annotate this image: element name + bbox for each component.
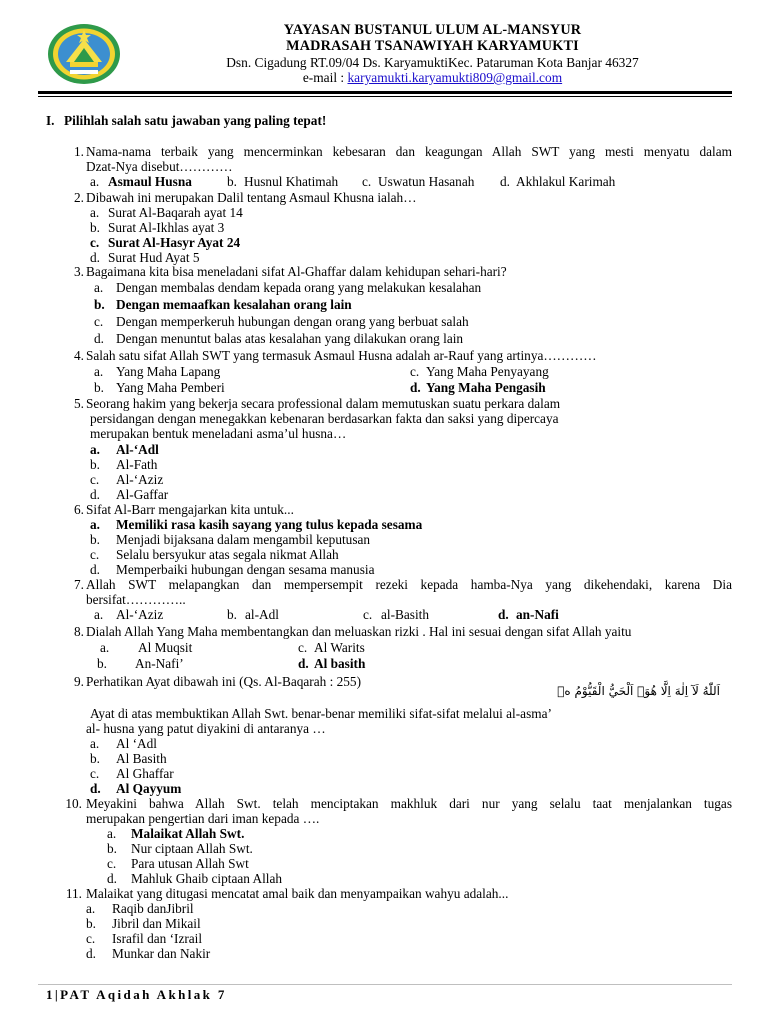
option-text: Yang Maha Lapang xyxy=(116,364,221,379)
option-label: a. xyxy=(94,280,104,295)
question-text-cont: Ayat di atas membuktikan Allah Swt. benar-benar memiliki sifat-sifat melalui al-asma’ xyxy=(90,706,552,721)
option-a xyxy=(90,174,192,189)
option-text: Al Muqsit xyxy=(138,640,193,655)
option-text: Dengan memaafkan kesalahan orang lain xyxy=(116,297,352,312)
option-label: b. xyxy=(90,457,100,472)
question-text-cont: Dzat-Nya disebut………… xyxy=(86,159,233,174)
option-text: Al Ghaffar xyxy=(116,766,174,781)
option-label: a. xyxy=(107,826,117,841)
option-text: Menjadi bijaksana dalam mengambil keputusan xyxy=(116,532,371,547)
question-text: Nama-nama terbaik yang mencerminkan kebesaran dan keagungan Allah SWT yang mesti menyatu dalam xyxy=(86,144,732,159)
page-footer: 1|PAT Aqidah Akhlak 7 xyxy=(46,987,227,1002)
question-number: 8. xyxy=(74,624,84,639)
option-label: a. xyxy=(90,517,100,532)
option-c xyxy=(86,931,202,946)
option-text: Malaikat Allah Swt. xyxy=(131,826,245,841)
option-d xyxy=(90,781,181,796)
question-4 xyxy=(74,348,732,363)
option-text: Dengan membalas dendam kepada orang yang melakukan kesalahan xyxy=(116,280,482,295)
question-number: 10. xyxy=(65,796,82,811)
email-link[interactable]: karyamukti.karyamukti809@gmail.com xyxy=(347,70,563,85)
question-text-cont: al- husna yang patut diyakini di antaranya … xyxy=(86,721,326,736)
option-text: Al-Fath xyxy=(116,457,158,472)
option-b xyxy=(90,532,370,547)
option-text: Yang Maha Pemberi xyxy=(116,380,225,395)
option-c xyxy=(94,314,469,329)
question-number: 4. xyxy=(74,348,84,363)
option-c xyxy=(363,607,429,622)
question-text: Meyakini bahwa Allah Swt. telah menciptakan makhluk dari nur yang selalu taat menjalankan tugas xyxy=(86,796,732,811)
section-number: I. xyxy=(46,113,55,128)
option-c xyxy=(90,547,339,562)
option-c xyxy=(362,174,474,189)
question-text: Allah SWT melapangkan dan mempersempit rezeki kepada hamba-Nya yang dikehendaki, karena Dia xyxy=(86,577,732,592)
option-a xyxy=(94,364,220,379)
question-1 xyxy=(74,144,732,174)
option-b xyxy=(94,380,225,395)
option-text: An-Nafi’ xyxy=(135,656,184,671)
option-b xyxy=(227,607,279,622)
option-d xyxy=(298,656,365,671)
question-text-cont: merupakan bentuk meneladani asma’ul husna… xyxy=(90,426,347,441)
option-text: Surat Al-Hasyr Ayat 24 xyxy=(108,235,241,250)
foundation-name: YAYASAN BUSTANUL ULUM AL-MANSYUR xyxy=(283,22,582,38)
question-text: Dialah Allah Yang Maha membentangkan dan meluaskan rizki . Hal ini sesuai dengan sifat Allah yaitu xyxy=(86,624,632,639)
option-text: Munkar dan Nakir xyxy=(112,946,211,961)
option-text: Selalu bersyukur atas segala nikmat Allah xyxy=(116,547,339,562)
header-divider-thick xyxy=(38,91,732,94)
option-b xyxy=(90,457,157,472)
question-10 xyxy=(65,796,732,826)
option-label: c. xyxy=(90,235,100,250)
option-b xyxy=(94,297,352,312)
option-text: Al ‘Adl xyxy=(116,736,157,751)
option-label: b. xyxy=(107,841,117,856)
option-a xyxy=(107,826,244,841)
option-label: c. xyxy=(363,607,373,622)
option-label: c. xyxy=(298,640,308,655)
option-text: Surat Al-Ikhlas ayat 3 xyxy=(108,220,225,235)
option-d xyxy=(90,250,199,265)
question-text: Dibawah ini merupakan Dalil tentang Asmaul Khusna ialah… xyxy=(86,190,417,205)
option-text: Memperbaiki hubungan dengan sesama manusia xyxy=(116,562,375,577)
question-11 xyxy=(65,886,732,901)
option-text: Al-‘Adl xyxy=(116,442,159,457)
option-text: Yang Maha Pengasih xyxy=(426,380,546,395)
option-label: b. xyxy=(227,174,237,189)
option-text: Asmaul Husna xyxy=(108,174,192,189)
option-text: Para utusan Allah Swt xyxy=(131,856,249,871)
option-label: c. xyxy=(107,856,117,871)
option-text: Dengan memperkeruh hubungan dengan orang yang berbuat salah xyxy=(116,314,469,329)
option-a xyxy=(90,736,157,751)
option-a xyxy=(100,640,192,655)
option-c xyxy=(90,235,240,250)
option-b xyxy=(90,220,224,235)
option-text: Nur ciptaan Allah Swt. xyxy=(131,841,253,856)
option-label: d. xyxy=(90,487,100,502)
option-c xyxy=(90,766,174,781)
question-number: 3. xyxy=(74,264,84,279)
school-email-line xyxy=(180,70,685,85)
option-label: d. xyxy=(410,380,421,395)
option-label: a. xyxy=(90,205,100,220)
option-b xyxy=(90,751,167,766)
option-label: d. xyxy=(298,656,309,671)
option-c xyxy=(90,472,163,487)
option-text: Israfil dan ‘Izrail xyxy=(112,931,203,946)
option-b xyxy=(86,916,201,931)
question-text: Seorang hakim yang bekerja secara professional dalam memutuskan suatu perkara dalam xyxy=(86,396,561,411)
question-number: 1. xyxy=(74,144,84,159)
option-label: b. xyxy=(90,532,100,547)
option-label: b. xyxy=(90,220,100,235)
option-label: a. xyxy=(100,640,110,655)
option-text: Mahluk Ghaib ciptaan Allah xyxy=(131,871,283,886)
option-c xyxy=(410,364,549,379)
option-text: Al Qayyum xyxy=(116,781,182,796)
school-address: Dsn. Cigadung RT.09/04 Ds. KaryamuktiKec. Pataruman Kota Banjar 46327 xyxy=(226,55,639,70)
question-text: Sifat Al-Barr mengajarkan kita untuk... xyxy=(86,502,294,517)
option-text: Surat Al-Baqarah ayat 14 xyxy=(108,205,243,220)
option-a xyxy=(90,442,159,457)
option-b xyxy=(227,174,338,189)
option-label: a. xyxy=(94,364,104,379)
question-5 xyxy=(74,396,732,441)
question-7 xyxy=(74,577,732,607)
question-text: Malaikat yang ditugasi mencatat amal baik dan menyampaikan wahyu adalah... xyxy=(86,886,509,901)
option-text: Akhlakul Karimah xyxy=(516,174,616,189)
quran-verse: اَللّٰهُ لَآ اِلٰهَ اِلَّا هُوَۚ اَلْحَيُّ الْقَيُّوْمُ ەۚ xyxy=(557,684,720,698)
school-name: MADRASAH TSANAWIYAH KARYAMUKTI xyxy=(286,38,579,54)
option-label: a. xyxy=(86,901,96,916)
option-text: Memiliki rasa kasih sayang yang tulus kepada sesama xyxy=(116,517,423,532)
option-text: Uswatun Hasanah xyxy=(378,174,475,189)
question-2 xyxy=(74,190,732,205)
email-label: e-mail : xyxy=(302,70,348,85)
option-b xyxy=(97,656,184,671)
question-3 xyxy=(74,264,732,279)
option-text: Yang Maha Penyayang xyxy=(426,364,549,379)
option-label: d. xyxy=(86,946,96,961)
question-number: 5. xyxy=(74,396,84,411)
option-label: c. xyxy=(410,364,420,379)
option-d xyxy=(410,380,546,395)
option-a xyxy=(90,205,243,220)
question-text-cont: persidangan dengan menegakkan kebenaran berdasarkan fakta dan saksi yang dipercaya xyxy=(90,411,559,426)
option-label: c. xyxy=(90,472,100,487)
option-text: Dengan menuntut balas atas kesalahan yang dilakukan orang lain xyxy=(116,331,464,346)
section-heading xyxy=(46,113,326,128)
option-label: c. xyxy=(90,766,100,781)
question-6 xyxy=(74,502,732,517)
question-number: 2. xyxy=(74,190,84,205)
option-label: b. xyxy=(86,916,96,931)
question-number: 11. xyxy=(65,886,82,901)
option-text: Surat Hud Ayat 5 xyxy=(108,250,200,265)
option-label: b. xyxy=(90,751,100,766)
option-text: Jibril dan Mikail xyxy=(112,916,201,931)
option-d xyxy=(90,562,374,577)
option-d xyxy=(498,607,559,622)
header-divider-thin xyxy=(38,96,732,97)
option-a xyxy=(94,607,163,622)
option-label: d. xyxy=(90,250,100,265)
question-number: 6. xyxy=(74,502,84,517)
question-text: Bagaimana kita bisa meneladani sifat Al-Ghaffar dalam kehidupan sehari-hari? xyxy=(86,264,507,279)
option-text: Husnul Khatimah xyxy=(244,174,339,189)
option-d xyxy=(94,331,463,346)
question-8 xyxy=(74,624,732,639)
option-text: Raqib danJibril xyxy=(112,901,194,916)
question-text: Perhatikan Ayat dibawah ini (Qs. Al-Baqarah : 255) xyxy=(86,674,361,689)
option-label: d. xyxy=(90,562,100,577)
option-label: d. xyxy=(90,781,101,796)
option-text: Al Warits xyxy=(314,640,365,655)
option-d xyxy=(500,174,615,189)
footer-divider xyxy=(38,984,732,985)
option-text: Al-‘Aziz xyxy=(116,607,164,622)
section-title: Pilihlah salah satu jawaban yang paling tepat! xyxy=(64,113,327,128)
option-label: a. xyxy=(90,174,100,189)
option-text: Al-Gaffar xyxy=(116,487,169,502)
option-label: c. xyxy=(94,314,104,329)
option-text: al-Adl xyxy=(245,607,279,622)
option-d xyxy=(90,487,168,502)
question-text: Salah satu sifat Allah SWT yang termasuk Asmaul Husna adalah ar-Rauf yang artinya………… xyxy=(86,348,597,363)
question-text-cont: merupakan pengertian dari iman kepada …. xyxy=(86,811,320,826)
option-label: b. xyxy=(97,656,107,671)
option-text: Al-‘Aziz xyxy=(116,472,164,487)
option-text: al-Basith xyxy=(381,607,430,622)
question-number: 9. xyxy=(74,674,84,689)
option-d xyxy=(107,871,282,886)
option-c xyxy=(107,856,249,871)
option-label: b. xyxy=(94,380,104,395)
option-label: b. xyxy=(227,607,237,622)
option-label: b. xyxy=(94,297,105,312)
option-label: d. xyxy=(94,331,104,346)
option-label: c. xyxy=(90,547,100,562)
option-label: d. xyxy=(107,871,117,886)
option-text: Al Basith xyxy=(116,751,167,766)
option-label: d. xyxy=(500,174,510,189)
option-a xyxy=(86,901,194,916)
option-label: d. xyxy=(498,607,509,622)
option-c xyxy=(298,640,365,655)
option-label: c. xyxy=(362,174,372,189)
question-number: 7. xyxy=(74,577,84,592)
option-text: an-Nafi xyxy=(516,607,559,622)
option-a xyxy=(94,280,481,295)
option-label: a. xyxy=(90,442,100,457)
option-label: a. xyxy=(90,736,100,751)
option-d xyxy=(86,946,210,961)
question-text-cont: bersifat………….. xyxy=(86,592,186,607)
option-text: Al basith xyxy=(314,656,366,671)
school-logo xyxy=(46,22,122,86)
option-label: c. xyxy=(86,931,96,946)
option-b xyxy=(107,841,253,856)
option-a xyxy=(90,517,422,532)
option-label: a. xyxy=(94,607,104,622)
